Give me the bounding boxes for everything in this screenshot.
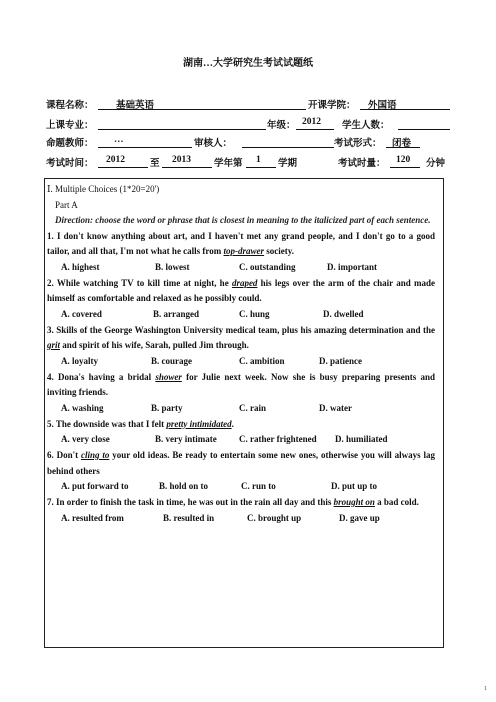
duration-field — [390, 155, 420, 168]
students-label: 学生人数： — [342, 121, 390, 131]
year-to-field — [162, 155, 212, 168]
options — [47, 479, 435, 495]
question-text: 3. Skills of the George Washington University medical team, plus his amazing determination and the — [47, 324, 435, 335]
question-text: 4. Dona's having a bridal — [47, 371, 156, 382]
keyword: grit — [47, 340, 61, 350]
teacher-field — [98, 135, 192, 148]
option-c[interactable]: C. rather frightened — [239, 434, 317, 444]
minutes-label: 分钟 — [426, 159, 446, 169]
question-content — [47, 182, 435, 527]
option-a[interactable]: A. loyalty — [61, 355, 98, 366]
option-a[interactable]: A. washing — [61, 402, 104, 413]
question-text-end: society. — [264, 246, 295, 256]
college-label: 开课学院： — [308, 101, 356, 111]
option-b[interactable]: B. party — [151, 402, 183, 413]
option-a[interactable]: A. resulted from — [61, 512, 124, 523]
option-b[interactable]: B. courage — [151, 355, 192, 366]
question-text-end: . — [231, 418, 234, 429]
question-3 — [47, 323, 435, 370]
reviewer-field — [242, 135, 334, 148]
options — [47, 260, 435, 276]
option-a[interactable]: A. put forward to — [61, 481, 129, 491]
option-b[interactable]: B. arranged — [153, 308, 199, 319]
option-a[interactable]: A. very close — [61, 434, 110, 444]
page-number: 1 — [484, 686, 487, 692]
course-value: 基础英语 — [116, 101, 155, 111]
option-d[interactable]: D. humiliated — [335, 434, 388, 444]
question-4 — [47, 370, 435, 417]
grade-field — [296, 117, 334, 130]
question-text-end: for Julie next week. Now she is busy preparing presents and inviting friends. — [47, 371, 435, 397]
options — [47, 401, 435, 417]
directions: Direction: choose the word or phrase that is closest in meaning to the italicized part of each sentence. — [55, 215, 431, 225]
reviewer-label: 审核人： — [194, 139, 233, 149]
option-a[interactable]: A. highest — [61, 261, 100, 272]
page-title: 湖南…大学研究生考试试题纸 — [183, 58, 313, 69]
options — [47, 511, 435, 527]
option-c[interactable]: C. brought up — [247, 512, 302, 523]
options — [47, 307, 435, 323]
format-field — [386, 135, 420, 148]
option-b[interactable]: B. very intimate — [155, 434, 217, 444]
option-d[interactable]: D. dwelled — [323, 308, 364, 319]
option-d[interactable]: D. important — [327, 261, 377, 272]
keyword: shower — [155, 371, 182, 382]
year-from-value: 2012 — [106, 155, 125, 165]
option-b[interactable]: B. hold on to — [159, 481, 209, 491]
keyword: top-drawer — [223, 246, 265, 256]
keyword: draped — [231, 277, 258, 288]
option-c[interactable]: C. outstanding — [239, 261, 296, 272]
major-field — [98, 117, 266, 130]
grade-label: 年级： — [267, 121, 296, 131]
question-text: 1. I don't know anything about art, and I haven't met any grand people, and I don't go to a good tailor, and all that, I'm not what he calls from — [47, 230, 435, 256]
section-heading: Ⅰ. Multiple Choices (1*20=20') — [47, 184, 160, 194]
duration-value: 120 — [396, 155, 411, 165]
header-row-time — [46, 155, 450, 169]
option-c[interactable]: C. ambition — [239, 355, 285, 366]
year-to-value: 2013 — [172, 155, 191, 165]
teacher-value: … — [114, 135, 124, 145]
duration-label: 考试时量： — [338, 159, 386, 169]
format-value: 闭卷 — [392, 139, 412, 149]
major-label: 上课专业： — [46, 121, 94, 131]
question-7 — [47, 495, 435, 527]
option-c[interactable]: C. rain — [239, 402, 266, 413]
option-b[interactable]: B. resulted in — [163, 512, 215, 523]
course-field — [98, 97, 306, 110]
question-6 — [47, 448, 435, 495]
students-field — [398, 117, 450, 130]
semester-value: 1 — [256, 155, 261, 165]
semester-field — [246, 155, 276, 168]
options — [47, 354, 435, 370]
option-d[interactable]: D. gave up — [339, 512, 380, 523]
option-b[interactable]: B. lowest — [155, 261, 190, 272]
grade-value: 2012 — [302, 117, 321, 127]
question-text-end: and spirit of his wife, Sarah, pulled Jim through. — [60, 340, 249, 350]
college-field — [360, 97, 450, 110]
question-text-end: his legs over the arm of the chair and made himself as comfortable and relaxed as he possibly could. — [47, 277, 435, 303]
question-2 — [47, 276, 435, 323]
option-c[interactable]: C. hung — [239, 308, 270, 319]
option-c[interactable]: C. run to — [241, 481, 276, 491]
options — [47, 432, 435, 448]
option-d[interactable]: D. put up to — [331, 481, 378, 491]
option-d[interactable]: D. patience — [319, 355, 362, 366]
keyword: brought on — [333, 497, 375, 507]
college-value: 外国语 — [368, 101, 397, 111]
question-text-end: your old ideas. Be ready to entertain some new ones, otherwise you will always lag behind others — [47, 450, 435, 476]
part-label: Part A — [55, 199, 78, 210]
header-row-teacher — [46, 135, 450, 149]
question-text: 5. The downside was that I felt — [47, 418, 167, 429]
keyword: pretty intimidated — [166, 418, 232, 429]
question-text: 7. In order to finish the task in time, he was out in the rain all day and this — [47, 497, 334, 507]
course-label: 课程名称： — [46, 101, 94, 111]
option-a[interactable]: A. covered — [61, 308, 102, 319]
question-text: 6. Don't — [47, 450, 81, 460]
to-label: 至 — [150, 159, 160, 169]
question-text: 2. While watching TV to kill time at night, he — [47, 277, 232, 288]
year-from-field — [98, 155, 148, 168]
semester-label: 学期 — [278, 159, 298, 169]
header-row-course — [46, 97, 450, 111]
question-5 — [47, 417, 435, 449]
keyword: cling to — [80, 450, 110, 460]
year-label: 学年第 — [214, 159, 243, 169]
question-text-end: a bad cold. — [374, 497, 419, 507]
question-1 — [47, 229, 435, 276]
header-row-major — [46, 117, 450, 131]
option-d[interactable]: D. water — [319, 402, 352, 413]
teacher-label: 命题教师： — [46, 139, 94, 149]
format-label: 考试形式： — [334, 139, 382, 149]
time-label: 考试时间： — [46, 159, 94, 169]
